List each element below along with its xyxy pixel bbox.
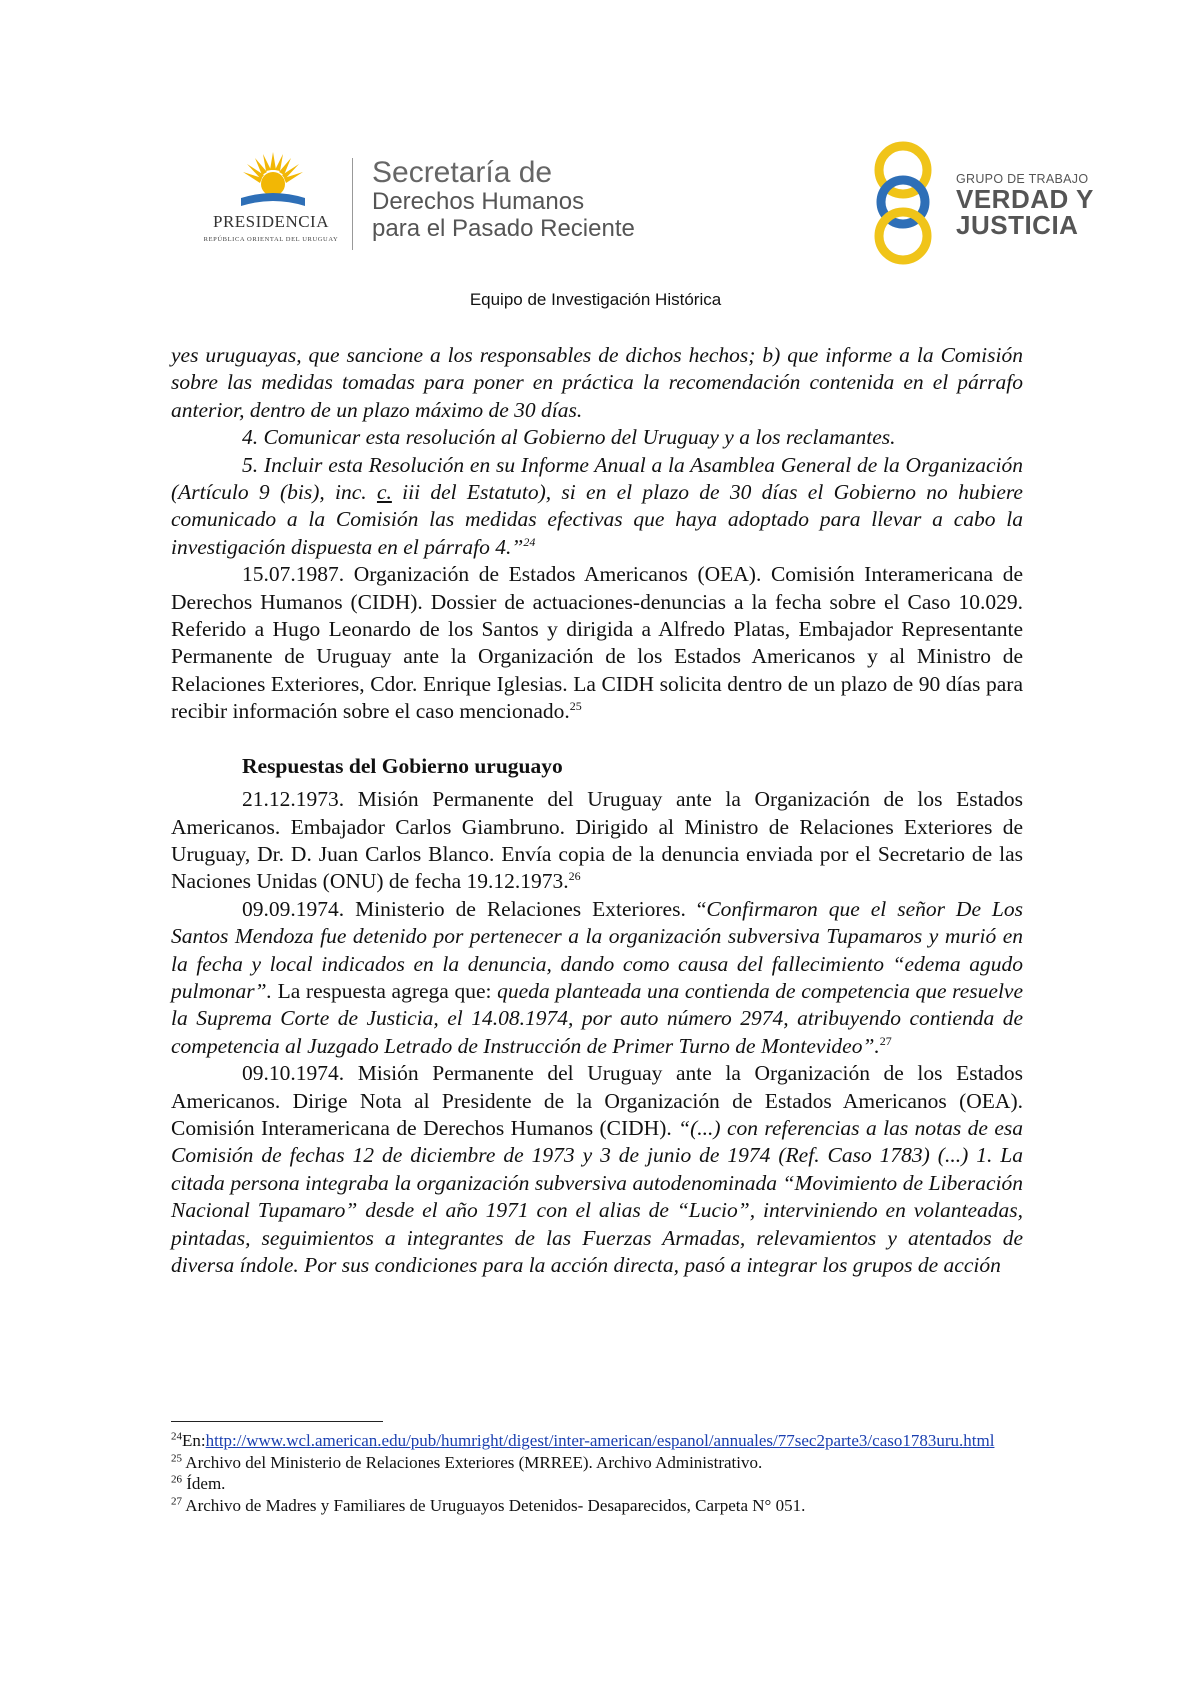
footnotes [171,1430,1031,1516]
team-title: Equipo de Investigación Histórica [469,290,722,309]
secretaria-title [372,158,635,242]
paragraph-7 [171,1060,1023,1279]
secretaria-line-1: Secretaría de [372,156,553,189]
footnote-24-link[interactable]: http://www.wcl.american.edu/pub/humright/digest/inter-american/espanol/annuales/77sec2parte3/caso1783uru.html [205,1431,995,1450]
grupo-trabajo-text [956,172,1094,238]
paragraph-3-part-a: 5. Incluir esta Resolución en su Informe Anual a la Asamblea General de la Organización (Artículo 9 (bis), inc. [171,452,1023,505]
paragraph-5-text: 21.12.1973. Misión Permanente del Uruguay ante la Organización de los Estados Americanos. Embajador Carlos Giambruno. Dirigido al Ministro de Relaciones Exteriores de Uruguay, Dr. D. Juan Carlos Blanco. Envía copia de la denuncia enviada por el Secretario de las Naciones Unidas (ONU) de fecha 19.12.1973. [171,787,1023,894]
paragraph-3-part-b: iii del Estatuto), si en el plazo de 30 días el Gobierno no hubiere comunicado a la Comisión las medidas efectivas que haya adoptado para llevar a cabo la investigación dispuesta en el párrafo 4.” [171,480,1023,559]
justicia-label: JUSTICIA [956,210,1079,240]
secretaria-line-3: para el Pasado Reciente [372,215,635,242]
footnote-ref-27: 27 [879,1033,892,1048]
paragraph-6-part-b: Confirmaron que el señor De Los Santos Mendoza fue detenido por pertenecer a la organización subversiva Tupamaros y murió en la fecha y local indicados en la denuncia, dando como causa del fallecimiento “edema agudo pulmonar”. [171,896,1024,1003]
sun-icon [241,150,305,212]
footnote-26-text: Ídem. [182,1474,226,1493]
paragraph-3-underlined: c. [376,480,392,505]
paragraph-4 [171,561,1023,725]
paragraph-6-part-d: queda planteada una contienda de competencia que resuelve la Suprema Corte de Justicia, el 14.08.1974, por auto número 2974, atribuyendo contienda de competencia al Juzgado Letrado de Instrucción de Primer Turno de Montevideo”. [171,978,1023,1058]
page-header [0,0,1191,300]
footnote-ref-26: 26 [568,869,581,884]
paragraph-5 [171,786,1023,896]
paragraph-2: 4. Comunicar esta resolución al Gobierno del Uruguay y a los reclamantes. [242,425,896,450]
paragraph-6-part-c: La respuesta agrega que: [271,978,498,1003]
paragraph-6 [171,896,1023,1060]
footnote-ref-24: 24 [523,534,536,549]
paragraph-4-text: 15.07.1987. Organización de Estados Americanos (OEA). Comisión Interamericana de Derechos Humanos (CIDH). Dossier de actuaciones-denuncias a la fecha sobre el Caso 10.029. Referido a Hugo Leonardo de los Santos y dirigida a Alfredo Platas, Embajador Representante Permanente de Uruguay ante la Organización de los Estados Americanos y al Ministro de Relaciones Exteriores, Cdor. Enrique Iglesias. La CIDH solicita dentro de un plazo de 90 días para recibir información sobre el caso mencionado. [171,562,1023,724]
paragraph-7-part-a: 09.10.1974. Misión Permanente del Uruguay ante la Organización de los Estados Americanos. Dirige Nota al Presidente de la Organización de Estados Americanos (OEA). Comisión Interamericana de Derechos Humanos (CIDH). [171,1061,1023,1140]
footnote-26-number: 26 [171,1473,182,1486]
verdad-label: VERDAD Y [956,184,1094,214]
footnote-25-text: Archivo del Ministerio de Relaciones Exteriores (MRREE). Archivo Administrativo. [182,1452,763,1472]
footnote-separator [171,1421,383,1422]
footnote-27 [171,1495,1031,1517]
footnote-27-number: 27 [171,1494,182,1507]
footnote-27-text: Archivo de Madres y Familiares de Uruguayos Detenidos- Desaparecidos, Carpeta N° 051. [182,1495,806,1515]
paragraph-3 [171,452,1023,562]
secretaria-line-2: Derechos Humanos [372,188,585,215]
footnote-25 [171,1452,1031,1474]
section-heading: Respuestas del Gobierno uruguayo [242,753,563,778]
footnote-24-number: 24 [171,1430,182,1443]
presidencia-label: PRESIDENCIA [212,212,329,231]
footnote-25-number: 25 [171,1451,182,1464]
footnote-24-prefix: En: [182,1431,206,1450]
paragraph-1: yes uruguayas, que sancione a los responsables de dichos hechos; b) que informe a la Comisión sobre las medidas tomadas para poner en práctica la recomendación contenida en el párrafo anterior, dentro de un plazo máximo de 30 días. [171,343,1023,422]
document-body [171,342,1023,1279]
footnote-24 [171,1430,1031,1452]
republica-label: REPÚBLICA ORIENTAL DEL URUGUAY [203,236,339,243]
presidencia-logo [196,150,346,250]
paragraph-7-part-b: “(...) con referencias a las notas de esa Comisión de fechas 12 de diciembre de 1973 y 3 de junio de 1974 (Ref. Caso 1783) (...) 1. La citada persona integraba la organización subversiva autodenominada “Movimiento de Liberación Nacional Tupamaro” desde el año 1971 con el alias de “Lucio”, interviniendo en volanteadas, pintadas, seguimientos a integrantes de las Fuerzas Armadas, relevamientos y atentados de diversa índole. Por sus condiciones para la acción directa, pasó a integrar los grupos de acción [171,1115,1024,1277]
grupo-trabajo-label: GRUPO DE TRABAJO [956,172,1089,186]
header-divider [352,158,353,250]
paragraph-6-part-a: 09.09.1974. Ministerio de Relaciones Exteriores. “ [242,896,707,921]
footnote-ref-25: 25 [569,699,582,714]
footnote-26 [171,1473,1031,1495]
